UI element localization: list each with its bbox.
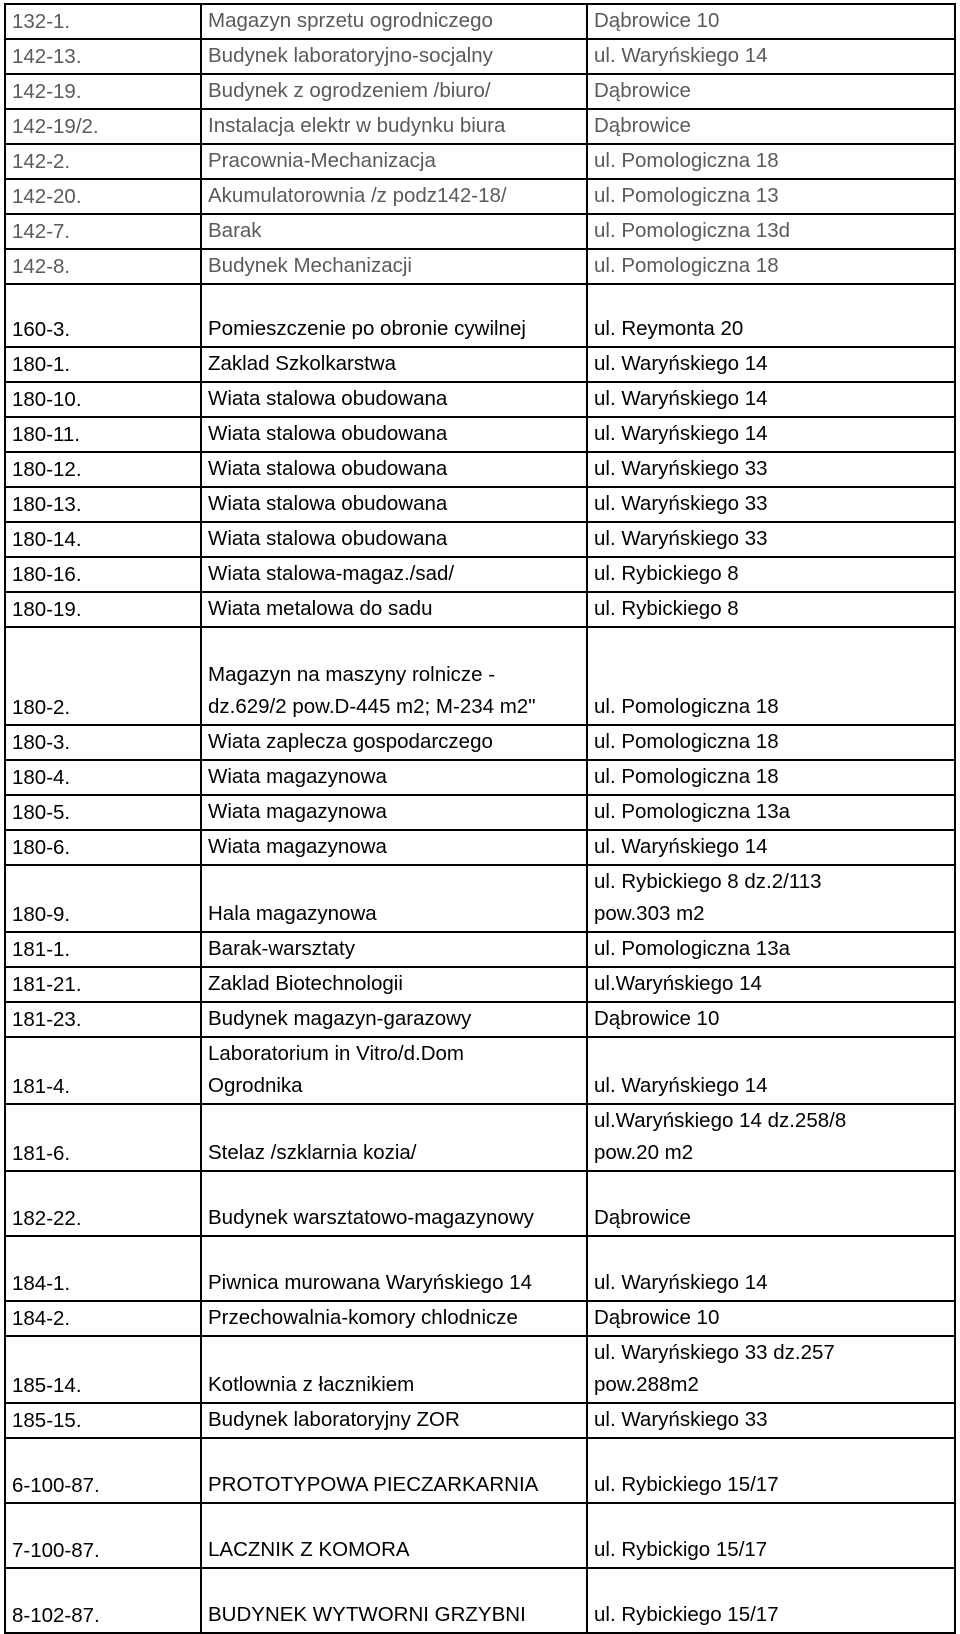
building-name-cell — [201, 144, 587, 179]
building-name-cell — [201, 39, 587, 74]
building-name-cell — [201, 1037, 587, 1104]
address-line: Dąbrowice 10 — [594, 1306, 720, 1329]
inventory-number-cell: 132-1. — [5, 4, 201, 39]
address-line: ul. Waryńskiego 33 dz.257 — [594, 1341, 835, 1364]
building-name-cell — [201, 557, 587, 592]
address-cell — [587, 1171, 955, 1236]
building-name-line: Barak-warsztaty — [208, 937, 355, 960]
building-name-line: Wiata metalowa do sadu — [208, 597, 433, 620]
address-cell — [587, 1568, 955, 1633]
building-name-line: Przechowalnia-komory chlodnicze — [208, 1306, 518, 1329]
inventory-number-cell: 142-20. — [5, 179, 201, 214]
building-name-cell — [201, 830, 587, 865]
building-name-line: Zaklad Szkolkarstwa — [208, 352, 396, 375]
inventory-number-cell: 180-10. — [5, 382, 201, 417]
building-name-line: Budynek laboratoryjno-socjalny — [208, 44, 493, 67]
address-line: ul. Reymonta 20 — [594, 317, 744, 340]
address-cell — [587, 109, 955, 144]
table-row — [5, 795, 955, 830]
address-line: ul. Waryńskiego 33 — [594, 492, 768, 515]
building-name-cell — [201, 284, 587, 347]
inventory-number-cell: 8-102-87. — [5, 1568, 201, 1633]
table-row — [5, 1568, 955, 1633]
inventory-number-cell: 181-1. — [5, 932, 201, 967]
address-cell — [587, 725, 955, 760]
table-row — [5, 865, 955, 932]
address-line: ul. Waryńskiego 14 — [594, 422, 768, 445]
address-cell — [587, 347, 955, 382]
inventory-number-cell: 180-12. — [5, 452, 201, 487]
inventory-number-cell: 181-21. — [5, 967, 201, 1002]
building-name-line: PROTOTYPOWA PIECZARKARNIA — [208, 1473, 539, 1496]
address-line: ul. Waryńskiego 14 — [594, 44, 768, 67]
address-cell — [587, 795, 955, 830]
inventory-number-cell: 142-7. — [5, 214, 201, 249]
building-name-line: Wiata stalowa-magaz./sad/ — [208, 562, 455, 585]
table-row — [5, 1301, 955, 1336]
inventory-number-cell: 181-23. — [5, 1002, 201, 1037]
building-name-line: Wiata magazynowa — [208, 800, 387, 823]
address-cell — [587, 4, 955, 39]
building-name-line: Budynek z ogrodzeniem /biuro/ — [208, 79, 491, 102]
address-line: ul. Pomologiczna 18 — [594, 149, 779, 172]
address-line: ul. Waryńskiego 33 — [594, 527, 768, 550]
building-name-cell — [201, 214, 587, 249]
address-line: ul. Waryńskiego 33 — [594, 457, 768, 480]
address-cell — [587, 1336, 955, 1403]
building-name-cell — [201, 4, 587, 39]
building-name-cell — [201, 74, 587, 109]
building-name-line: Hala magazynowa — [208, 902, 377, 925]
inventory-number-cell: 180-4. — [5, 760, 201, 795]
address-line: ul. Waryńskiego 14 — [594, 1074, 768, 1097]
address-cell — [587, 144, 955, 179]
building-name-line: Magazyn na maszyny rolnicze - — [208, 663, 496, 686]
address-cell — [587, 214, 955, 249]
building-name-cell — [201, 760, 587, 795]
building-name-line: Budynek Mechanizacji — [208, 254, 412, 277]
address-line: ul. Rybickiego 8 — [594, 562, 739, 585]
inventory-number-cell: 185-14. — [5, 1336, 201, 1403]
address-cell — [587, 1503, 955, 1568]
address-line: ul. Waryńskiego 14 — [594, 387, 768, 410]
building-name-line: Piwnica murowana Waryńskiego 14 — [208, 1271, 532, 1294]
table-row — [5, 1503, 955, 1568]
address-line: pow.303 m2 — [594, 902, 705, 925]
building-name-cell — [201, 725, 587, 760]
building-name-line: Kotlownia z łacznikiem — [208, 1373, 415, 1396]
building-name-line: Zaklad Biotechnologii — [208, 972, 403, 995]
address-cell — [587, 522, 955, 557]
table-row — [5, 347, 955, 382]
address-cell — [587, 932, 955, 967]
building-name-cell — [201, 592, 587, 627]
address-cell — [587, 830, 955, 865]
address-line: ul. Pomologiczna 13a — [594, 800, 791, 823]
property-table — [4, 3, 956, 1634]
address-line: Dąbrowice 10 — [594, 1007, 720, 1030]
building-name-line: Instalacja elektr w budynku biura — [208, 114, 506, 137]
table-row — [5, 284, 955, 347]
address-line: ul. Pomologiczna 18 — [594, 254, 779, 277]
table-row — [5, 144, 955, 179]
inventory-number-cell: 180-11. — [5, 417, 201, 452]
address-line: ul. Pomologiczna 18 — [594, 765, 779, 788]
building-name-line: Wiata magazynowa — [208, 835, 387, 858]
building-name-line: Budynek laboratoryjny ZOR — [208, 1408, 460, 1431]
building-name-line: Barak — [208, 219, 262, 242]
table-row — [5, 214, 955, 249]
address-line: Dąbrowice — [594, 1206, 691, 1229]
building-name-line: Wiata stalowa obudowana — [208, 492, 448, 515]
inventory-number-cell: 180-6. — [5, 830, 201, 865]
building-name-cell — [201, 347, 587, 382]
building-name-cell — [201, 967, 587, 1002]
inventory-number-cell: 180-5. — [5, 795, 201, 830]
building-name-line: Wiata zaplecza gospodarczego — [208, 730, 493, 753]
address-cell — [587, 865, 955, 932]
inventory-number-cell: 180-9. — [5, 865, 201, 932]
building-name-cell — [201, 1104, 587, 1171]
building-name-cell — [201, 1503, 587, 1568]
property-table-body — [5, 4, 955, 1633]
address-cell — [587, 1301, 955, 1336]
table-row — [5, 179, 955, 214]
building-name-line: Wiata magazynowa — [208, 765, 387, 788]
building-name-cell — [201, 452, 587, 487]
address-line: ul. Rybickiego 8 dz.2/113 — [594, 870, 822, 893]
table-row — [5, 830, 955, 865]
inventory-number-cell: 184-2. — [5, 1301, 201, 1336]
address-cell — [587, 1438, 955, 1503]
inventory-number-cell: 181-4. — [5, 1037, 201, 1104]
address-cell — [587, 1104, 955, 1171]
address-line: ul. Rybickiego 15/17 — [594, 1473, 779, 1496]
building-name-cell — [201, 382, 587, 417]
building-name-line: Pomieszczenie po obronie cywilnej — [208, 317, 526, 340]
building-name-line: Budynek magazyn-garazowy — [208, 1007, 472, 1030]
table-row — [5, 417, 955, 452]
address-line: pow.20 m2 — [594, 1141, 694, 1164]
table-row — [5, 1002, 955, 1037]
address-line: pow.288m2 — [594, 1373, 699, 1396]
building-name-cell — [201, 1002, 587, 1037]
table-row — [5, 109, 955, 144]
address-cell — [587, 417, 955, 452]
inventory-number-cell: 182-22. — [5, 1171, 201, 1236]
table-row — [5, 967, 955, 1002]
table-row — [5, 4, 955, 39]
building-name-line: Wiata stalowa obudowana — [208, 457, 448, 480]
table-row — [5, 487, 955, 522]
inventory-number-cell: 7-100-87. — [5, 1503, 201, 1568]
table-row — [5, 1438, 955, 1503]
table-row — [5, 1236, 955, 1301]
table-row — [5, 382, 955, 417]
building-name-cell — [201, 932, 587, 967]
building-name-cell — [201, 179, 587, 214]
building-name-line: LACZNIK Z KOMORA — [208, 1538, 410, 1561]
address-cell — [587, 1002, 955, 1037]
address-cell — [587, 1037, 955, 1104]
building-name-line: Budynek warsztatowo-magazynowy — [208, 1206, 534, 1229]
inventory-number-cell: 181-6. — [5, 1104, 201, 1171]
address-line: ul. Pomologiczna 13d — [594, 219, 791, 242]
address-line: ul. Rybickiego 8 — [594, 597, 739, 620]
address-cell — [587, 382, 955, 417]
address-cell — [587, 284, 955, 347]
address-line: Dąbrowice 10 — [594, 9, 720, 32]
table-row — [5, 1403, 955, 1438]
inventory-number-cell: 142-19/2. — [5, 109, 201, 144]
building-name-cell — [201, 109, 587, 144]
address-line: ul.Waryńskiego 14 dz.258/8 — [594, 1109, 847, 1132]
table-row — [5, 522, 955, 557]
inventory-number-cell: 142-13. — [5, 39, 201, 74]
table-row — [5, 725, 955, 760]
building-name-line: Wiata stalowa obudowana — [208, 422, 448, 445]
address-cell — [587, 592, 955, 627]
table-row — [5, 557, 955, 592]
address-cell — [587, 487, 955, 522]
address-line: ul. Rybickiego 15/17 — [594, 1603, 779, 1626]
building-name-cell — [201, 487, 587, 522]
address-line: ul. Rybickigo 15/17 — [594, 1538, 768, 1561]
building-name-cell — [201, 1236, 587, 1301]
address-cell — [587, 74, 955, 109]
building-name-line: Wiata stalowa obudowana — [208, 527, 448, 550]
building-name-cell — [201, 1438, 587, 1503]
table-row — [5, 74, 955, 109]
address-cell — [587, 39, 955, 74]
inventory-number-cell: 180-19. — [5, 592, 201, 627]
address-line: ul. Waryńskiego 33 — [594, 1408, 768, 1431]
address-line: ul. Pomologiczna 18 — [594, 695, 779, 718]
building-name-line: Magazyn sprzetu ogrodniczego — [208, 9, 493, 32]
building-name-line: Pracownia-Mechanizacja — [208, 149, 436, 172]
address-cell — [587, 557, 955, 592]
address-cell — [587, 452, 955, 487]
address-cell — [587, 627, 955, 725]
building-name-cell — [201, 1336, 587, 1403]
building-name-cell — [201, 865, 587, 932]
table-row — [5, 249, 955, 284]
address-line: Dąbrowice — [594, 114, 691, 137]
inventory-number-cell: 142-2. — [5, 144, 201, 179]
inventory-number-cell: 180-1. — [5, 347, 201, 382]
inventory-number-cell: 185-15. — [5, 1403, 201, 1438]
building-name-cell — [201, 1403, 587, 1438]
address-line: ul. Pomologiczna 13 — [594, 184, 779, 207]
inventory-number-cell: 180-16. — [5, 557, 201, 592]
building-name-cell — [201, 249, 587, 284]
address-line: Dąbrowice — [594, 79, 691, 102]
building-name-line: Wiata stalowa obudowana — [208, 387, 448, 410]
address-cell — [587, 760, 955, 795]
inventory-number-cell: 184-1. — [5, 1236, 201, 1301]
address-line: ul.Waryńskiego 14 — [594, 972, 762, 995]
inventory-number-cell: 142-8. — [5, 249, 201, 284]
building-name-line: Laboratorium in Vitro/d.Dom — [208, 1042, 464, 1065]
address-line: ul. Pomologiczna 18 — [594, 730, 779, 753]
address-cell — [587, 1403, 955, 1438]
address-line: ul. Waryńskiego 14 — [594, 1271, 768, 1294]
building-name-line: BUDYNEK WYTWORNI GRZYBNI — [208, 1603, 526, 1626]
building-name-cell — [201, 1568, 587, 1633]
inventory-number-cell: 142-19. — [5, 74, 201, 109]
building-name-line: Stelaz /szklarnia kozia/ — [208, 1141, 417, 1164]
table-row — [5, 932, 955, 967]
address-cell — [587, 179, 955, 214]
table-row — [5, 627, 955, 725]
building-name-cell — [201, 1171, 587, 1236]
building-name-line: dz.629/2 pow.D-445 m2; M-234 m2" — [208, 695, 536, 718]
building-name-cell — [201, 795, 587, 830]
building-name-cell — [201, 1301, 587, 1336]
table-row — [5, 452, 955, 487]
building-name-cell — [201, 522, 587, 557]
table-row — [5, 1336, 955, 1403]
address-cell — [587, 967, 955, 1002]
building-name-cell — [201, 417, 587, 452]
table-row — [5, 1104, 955, 1171]
table-row — [5, 1037, 955, 1104]
inventory-number-cell: 180-3. — [5, 725, 201, 760]
inventory-number-cell: 180-14. — [5, 522, 201, 557]
table-row — [5, 760, 955, 795]
inventory-number-cell: 160-3. — [5, 284, 201, 347]
address-line: ul. Waryńskiego 14 — [594, 835, 768, 858]
table-row — [5, 1171, 955, 1236]
building-name-line: Akumulatorownia /z podz142-18/ — [208, 184, 507, 207]
inventory-number-cell: 180-13. — [5, 487, 201, 522]
table-row — [5, 39, 955, 74]
table-row — [5, 592, 955, 627]
inventory-number-cell: 180-2. — [5, 627, 201, 725]
address-line: ul. Pomologiczna 13a — [594, 937, 791, 960]
address-cell — [587, 1236, 955, 1301]
address-cell — [587, 249, 955, 284]
building-name-cell — [201, 627, 587, 725]
building-name-line: Ogrodnika — [208, 1074, 303, 1097]
inventory-number-cell: 6-100-87. — [5, 1438, 201, 1503]
address-line: ul. Waryńskiego 14 — [594, 352, 768, 375]
